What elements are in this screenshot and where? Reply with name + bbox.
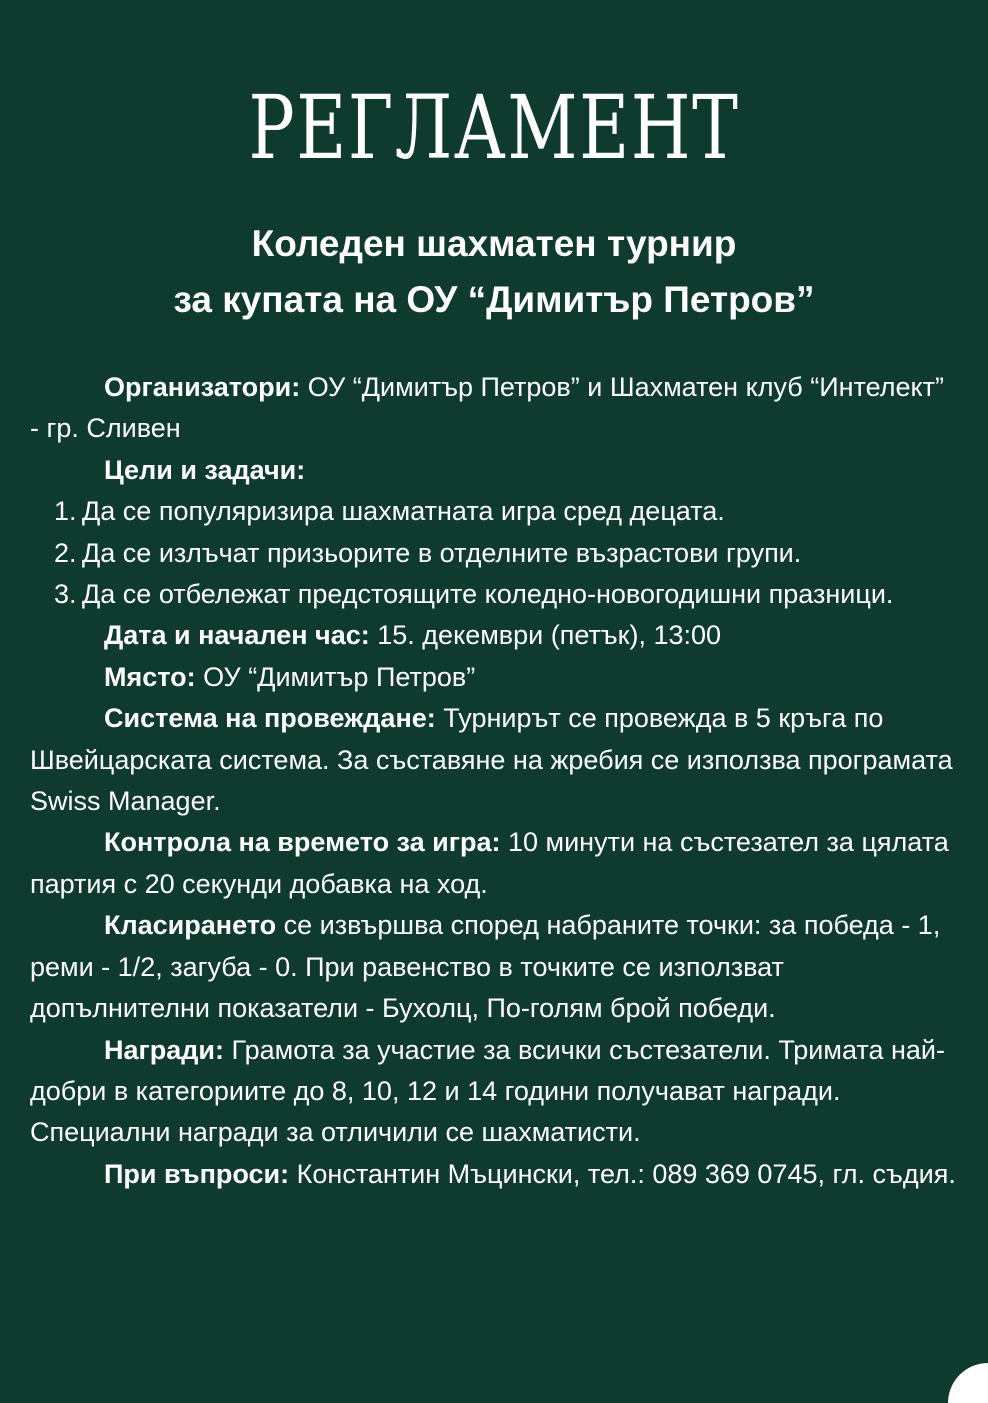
goal-number: 2. <box>54 537 77 568</box>
organizers-text: ОУ “Димитър Петров” и Шахматен клуб “Интелект” - гр. Сливен <box>30 372 944 444</box>
place-label: Място: <box>104 661 196 692</box>
place-paragraph <box>30 657 960 698</box>
goal-text: Да се излъчат призьорите в отделните възрастови групи. <box>82 537 802 568</box>
place-text: ОУ “Димитър Петров” <box>195 661 476 692</box>
time-control-text: 10 минути на състезател за цялата партия с 20 секунди добавка на ход. <box>30 827 949 899</box>
date-text: 15. декември (петък), 13:00 <box>369 620 722 651</box>
ranking-label: Класирането <box>104 910 277 941</box>
questions-paragraph <box>30 1154 960 1195</box>
prizes-label: Награди: <box>104 1034 224 1065</box>
regulation-body <box>30 367 960 1195</box>
corner-decoration <box>948 1363 988 1403</box>
ranking-paragraph <box>30 905 960 1029</box>
system-text: Турнирът се провежда в 5 кръга по Швейцарската система. За съставяне на жребия се използва програмата Swiss Manager. <box>30 703 953 817</box>
prizes-paragraph <box>30 1030 960 1154</box>
goals-label: Цели и задачи: <box>104 454 306 485</box>
goal-item-3 <box>54 574 960 615</box>
date-label: Дата и начален час: <box>104 620 370 651</box>
goal-item-2 <box>54 533 960 574</box>
page-title: РЕГЛАМЕНТ <box>248 76 740 179</box>
goals-heading <box>30 450 960 491</box>
system-paragraph <box>30 698 960 822</box>
goal-number: 3. <box>54 579 77 610</box>
organizers-label: Организатори: <box>104 372 301 402</box>
time-control-label: Контрола на времето за игра: <box>104 827 501 858</box>
date-paragraph <box>30 615 960 656</box>
goals-list <box>30 491 960 615</box>
goal-number: 1. <box>54 496 77 527</box>
goal-text: Да се отбележат предстоящите коледно-новогодишни празници. <box>82 579 894 610</box>
time-control-paragraph <box>30 822 960 905</box>
subtitle-line-2: за купата на ОУ “Димитър Петров” <box>173 279 815 320</box>
questions-text: Константин Мъцински, тел.: 089 369 0745, гл. съдия. <box>289 1158 956 1189</box>
questions-label: При въпроси: <box>104 1158 290 1189</box>
goal-item-1 <box>54 491 960 532</box>
subtitle-line-1: Коледен шахматен турнир <box>251 223 737 264</box>
ranking-text: се извършва според набраните точки: за победа - 1, реми - 1/2, загуба - 0. При равенство в точките се използват допълнителни показатели - Бухолц, По-голям брой победи. <box>30 910 941 1024</box>
goal-text: Да се популяризира шахматната игра сред децата. <box>82 496 725 527</box>
prizes-text: Грамота за участие за всички състезатели. Тримата най-добри в категориите до 8, 10, 12 и 14 години получават награди. Специални награди за отличили се шахматисти. <box>30 1034 945 1148</box>
organizers-paragraph <box>30 367 960 450</box>
system-label: Система на провеждане: <box>104 703 436 734</box>
